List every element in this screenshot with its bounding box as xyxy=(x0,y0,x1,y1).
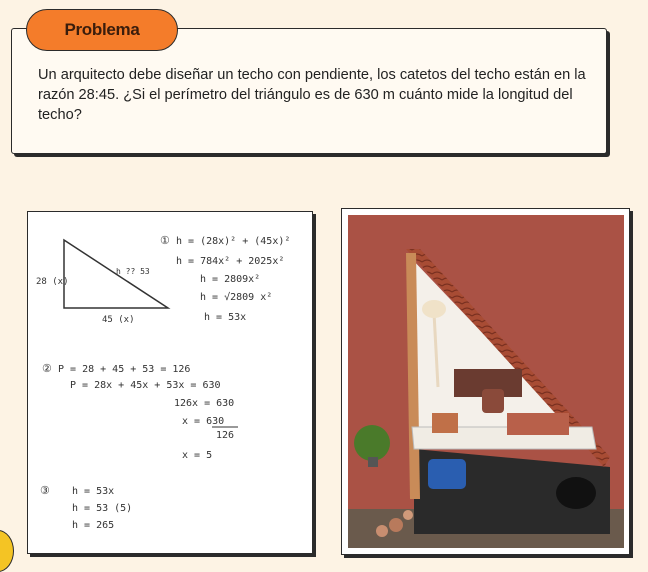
side-table xyxy=(482,389,504,413)
floor-lamp xyxy=(422,300,446,318)
house-model-photo xyxy=(342,209,629,554)
decorative-circle xyxy=(0,530,14,572)
blue-car xyxy=(428,459,466,489)
garden-plant xyxy=(354,425,390,461)
step3-line-3: h = 265 xyxy=(72,520,115,531)
problem-tab-label: Problema xyxy=(64,20,140,39)
step2-line-2: P = 28x + 45x + 53x = 630 xyxy=(70,380,221,391)
triangle-side-label: 28 (x) xyxy=(36,277,69,287)
step2-line-5: 126 xyxy=(216,430,235,441)
step1-line-5: h = 53x xyxy=(204,312,247,323)
step1-line-3: h = 2809x² xyxy=(200,274,261,285)
problem-statement: Un arquitecto debe diseñar un techo con pendiente, los catetos del techo están en la razón 28:45. ¿Si el perímetro del triángulo es de 630 m cuánto mide la longitud del techo? xyxy=(38,67,586,123)
step2-marker: ② xyxy=(42,362,52,375)
model-photo-card xyxy=(341,208,630,555)
triangle-hyp-label: h ?? 53 xyxy=(116,267,150,276)
step1-line-1: h = (28x)² + (45x)² xyxy=(176,236,291,247)
problem-tab xyxy=(26,9,178,51)
triangle-base-label: 45 (x) xyxy=(102,315,135,325)
plant-pot xyxy=(432,413,458,433)
step2-line-1: P = 28 + 45 + 53 = 126 xyxy=(58,364,191,375)
step3-line-1: h = 53x xyxy=(72,486,115,497)
solution-card xyxy=(27,211,313,554)
handwritten-solution xyxy=(28,212,314,555)
kitchen-counter xyxy=(507,413,569,435)
step2-line-3: 126x = 630 xyxy=(174,398,235,409)
step1-line-2: h = 784x² + 2025x² xyxy=(176,256,285,267)
step2-line-4: x = 630 xyxy=(182,416,225,427)
step1-marker: ① xyxy=(160,234,170,247)
step2-line-6: x = 5 xyxy=(182,450,213,461)
step3-marker: ③ xyxy=(40,484,50,497)
black-car xyxy=(556,477,596,509)
step1-line-4: h = √2809 x² xyxy=(200,292,273,303)
step3-line-2: h = 53 (5) xyxy=(72,503,133,514)
